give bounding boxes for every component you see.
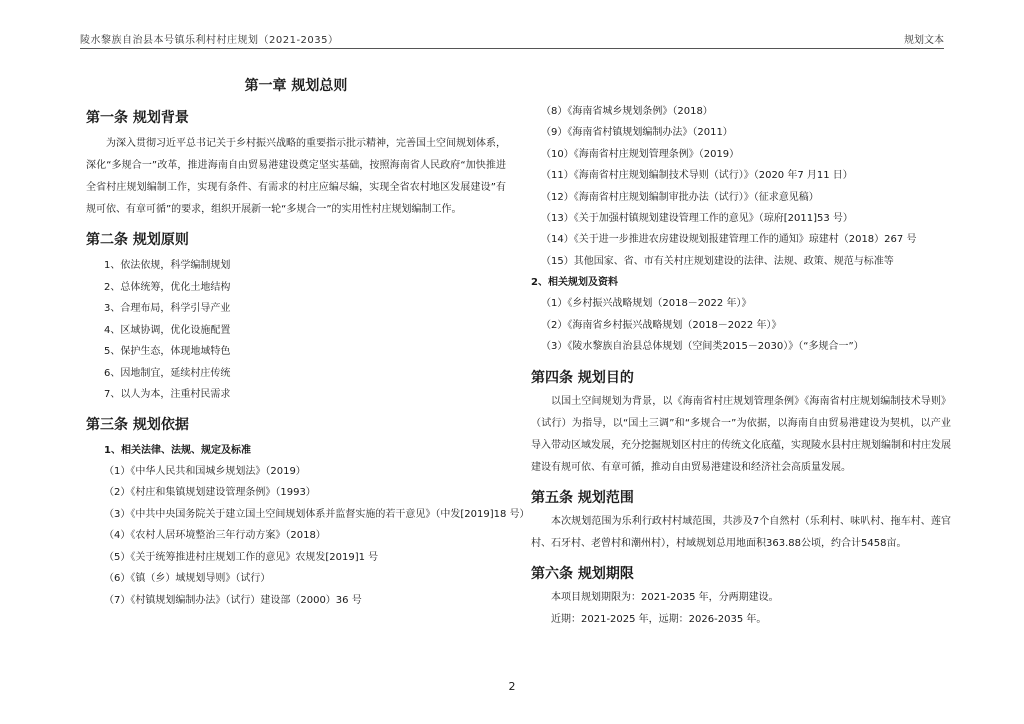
principles-list bbox=[86, 255, 506, 406]
article-6-title: 第六条 规划期限 bbox=[531, 566, 634, 583]
list-item: （11）《海南省村庄规划编制技术导则（试行）》（2020 年7 月11 日） bbox=[541, 170, 853, 182]
article-4-text: 以国土空间规划为背景，以《海南省村庄规划管理条例》《海南省村庄规划编制技术导则》（试行）为指导，以“国土三调”和“多规合一”为依据，以海南自由贸易港建设为契机，以产业导入带动区域发展，充分挖掘规划区村庄的传统文化底蕴，实现陵水县村庄规划编制和村庄发展建设有规可依、有章可循，推动自由贸易港建设和经济社会高质量发展。 bbox=[531, 396, 951, 474]
list-item: （1）《中华人民共和国城乡规划法》（2019） bbox=[104, 465, 306, 477]
list-item: （10）《海南省村庄规划管理条例》（2019） bbox=[541, 148, 740, 160]
basis-subheading: 1、相关法律、法规、规定及标准 bbox=[104, 444, 251, 456]
list-item: 6、因地制宜，延续村庄传统 bbox=[104, 367, 231, 379]
header-title: 陵水黎族自治县本号镇乐利村村庄规划（2021-2035） bbox=[80, 35, 339, 46]
page-header bbox=[80, 28, 944, 49]
list-item: （2）《海南省乡村振兴战略规划（2018－2022 年）》 bbox=[541, 319, 782, 331]
list-item: 7、以人为本，注重村民需求 bbox=[104, 389, 231, 400]
article-3-title: 第三条 规划依据 bbox=[86, 416, 189, 433]
list-item: （2）《村庄和集镇规划建设管理条例》（1993） bbox=[104, 487, 316, 498]
related-plans-list bbox=[531, 293, 951, 357]
list-item: （3）《中共中央国务院关于建立国土空间规划体系并监督实施的若干意见》（中发[2019]18 号） bbox=[104, 508, 530, 520]
chapter-title: 第一章 规划总则 bbox=[244, 78, 348, 94]
list-item: 2、总体统筹，优化土地结构 bbox=[104, 281, 231, 293]
list-item: 1、依法依规，科学编制规划 bbox=[104, 260, 231, 271]
list-item: （1）《乡村振兴战略规划（2018－2022 年）》 bbox=[541, 298, 752, 310]
list-item: （5）《关于统筹推进村庄规划工作的意见》农规发[2019]1 号 bbox=[104, 551, 379, 563]
page-number: 2 bbox=[508, 680, 516, 693]
list-item: （9）《海南省村镇规划编制办法》（2011） bbox=[541, 127, 733, 139]
list-item: （15）其他国家、省、市有关村庄规划建设的法律、法规、政策、规范与标准等 bbox=[541, 255, 894, 267]
list-item: （8）《海南省城乡规划条例》（2018） bbox=[541, 106, 713, 117]
header-doc-type: 规划文本 bbox=[904, 35, 944, 46]
article-2-title: 第二条 规划原则 bbox=[86, 232, 189, 248]
right-column bbox=[531, 101, 951, 631]
list-item: （12）《海南省村庄规划编制审批办法（试行）》（征求意见稿） bbox=[541, 191, 819, 203]
article-6-line-1: 本项目规划期限为：2021-2035 年，分两期建设。 bbox=[551, 592, 779, 604]
list-item: （3）《陵水黎族自治县总体规划（空间类2015－2030）》（“多规合一”） bbox=[541, 341, 864, 353]
basis-list bbox=[86, 461, 530, 612]
list-item: （14）《关于进一步推进农房建设规划报建管理工作的通知》琼建村（2018）267 号 bbox=[541, 234, 917, 246]
list-item: 3、合理布局，科学引导产业 bbox=[104, 303, 231, 314]
list-item: 4、区域协调，优化设施配置 bbox=[104, 324, 231, 336]
basis-list-continued bbox=[531, 101, 951, 272]
related-plans-subheading: 2、相关规划及资料 bbox=[531, 277, 618, 289]
list-item: （6）《镇（乡）域规划导则》（试行） bbox=[104, 573, 271, 584]
list-item: 5、保护生态，体现地域特色 bbox=[104, 346, 231, 357]
article-1-text: 为深入贯彻习近平总书记关于乡村振兴战略的重要指示批示精神，完善国土空间规划体系，深化“多规合一”改革，推进海南自由贸易港建设奠定坚实基础，按照海南省人民政府“加快推进全省村庄规划编制工作，实现有条件、有需求的村庄应编尽编，实现全省农村地区发展建设”有规可依、有章可循”的要求，组织开展新一轮“多规合一”的实用性村庄规划编制工作。 bbox=[86, 138, 506, 215]
list-item: （13）《关于加强村镇规划建设管理工作的意见》（琼府[2011]53 号） bbox=[541, 213, 853, 225]
list-item: （7）《村镇规划编制办法》（试行）建设部（2000）36 号 bbox=[104, 594, 362, 606]
article-5-text: 本次规划范围为乐利行政村村域范围，共涉及7个自然村（乐利村、味叭村、拖车村、莲官村、石牙村、老曾村和潮州村），村域规划总用地面积363.88公顷，约合计5458亩。 bbox=[531, 516, 951, 550]
left-column bbox=[86, 75, 530, 611]
article-5-title: 第五条 规划范围 bbox=[531, 490, 634, 507]
article-4-title: 第四条 规划目的 bbox=[531, 370, 634, 387]
article-6-line-2: 近期：2021-2025 年，远期：2026-2035 年。 bbox=[551, 614, 767, 626]
list-item: （4）《农村人居环境整治三年行动方案》（2018） bbox=[104, 530, 326, 541]
article-1-title: 第一条 规划背景 bbox=[86, 110, 189, 126]
